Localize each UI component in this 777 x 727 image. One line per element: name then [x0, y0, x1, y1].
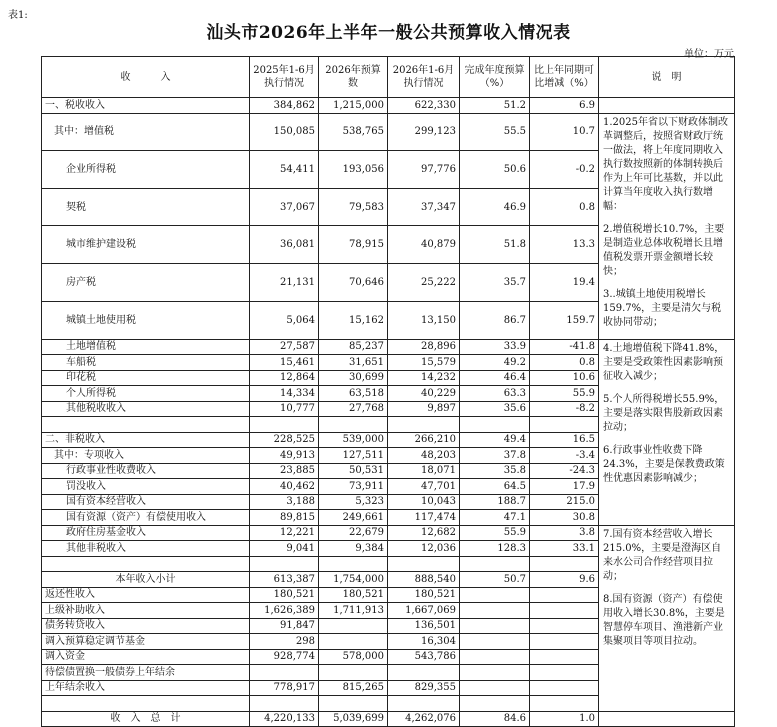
- cell-c3: 79,583: [319, 188, 388, 226]
- table-header-row: [42, 57, 735, 98]
- row-label: 债务转贷收入: [42, 618, 250, 634]
- note-item: 4.土地增值税下降41.8%，主要是受政策性因素影响预征收入减少；: [603, 342, 725, 382]
- cell-c4: 888,540: [388, 572, 460, 588]
- cell-c2: [250, 417, 319, 433]
- cell-c4: 25,222: [388, 264, 460, 302]
- cell-c2: 49,913: [250, 448, 319, 464]
- note-item: 2.增值税增长10.7%，主要是制造业总体收税增长且增值税发票开票金额增长较快；: [603, 223, 725, 277]
- cell-c4: 12,682: [388, 525, 460, 541]
- cell-c3: 1,754,000: [319, 572, 388, 588]
- cell-c6: -41.8: [530, 339, 599, 355]
- cell-c2: 613,387: [250, 572, 319, 588]
- cell-c5: 47.1: [460, 510, 530, 526]
- row-label: 调入预算稳定调节基金: [42, 634, 250, 650]
- cell-c5: 64.5: [460, 479, 530, 495]
- cell-c5: 35.6: [460, 401, 530, 417]
- cell-c5: [460, 618, 530, 634]
- header-2026-budget: 2026年预算数: [319, 57, 388, 98]
- row-label: 返还性收入: [42, 587, 250, 603]
- cell-c4: 9,897: [388, 401, 460, 417]
- table-row: [42, 711, 735, 727]
- cell-c6: 10.6: [530, 370, 599, 386]
- cell-c5: 84.6: [460, 711, 530, 727]
- row-label: 其中：增值税: [42, 113, 250, 151]
- cell-c2: 91,847: [250, 618, 319, 634]
- cell-c4: 48,203: [388, 448, 460, 464]
- row-label: [42, 696, 250, 712]
- cell-c4: [388, 417, 460, 433]
- cell-c5: [460, 665, 530, 681]
- cell-c3: 27,768: [319, 401, 388, 417]
- cell-c3: 73,911: [319, 479, 388, 495]
- cell-c2: 180,521: [250, 587, 319, 603]
- cell-c5: 86.7: [460, 301, 530, 339]
- cell-c3: 30,699: [319, 370, 388, 386]
- cell-c5: 51.8: [460, 226, 530, 264]
- row-label: 房产税: [42, 264, 250, 302]
- row-label: 城镇土地使用税: [42, 301, 250, 339]
- cell-c4: 266,210: [388, 432, 460, 448]
- cell-c4: [388, 556, 460, 572]
- cell-c4: 10,043: [388, 494, 460, 510]
- cell-c6: [530, 618, 599, 634]
- cell-c6: [530, 556, 599, 572]
- cell-c5: 37.8: [460, 448, 530, 464]
- cell-c6: [530, 603, 599, 619]
- cell-c2: 14,334: [250, 386, 319, 402]
- cell-c4: 4,262,076: [388, 711, 460, 727]
- row-label: 印花税: [42, 370, 250, 386]
- cell-c6: 159.7: [530, 301, 599, 339]
- cell-c4: 543,786: [388, 649, 460, 665]
- cell-c6: 13.3: [530, 226, 599, 264]
- cell-c2: [250, 665, 319, 681]
- cell-c3: 538,765: [319, 113, 388, 151]
- cell-c3: [319, 665, 388, 681]
- cell-c3: 180,521: [319, 587, 388, 603]
- notes-cell: [599, 113, 735, 339]
- cell-c4: 12,036: [388, 541, 460, 557]
- cell-c6: [530, 417, 599, 433]
- row-label: 一、税收收入: [42, 98, 250, 114]
- cell-c2: 54,411: [250, 151, 319, 189]
- cell-c6: 17.9: [530, 479, 599, 495]
- cell-c4: 40,229: [388, 386, 460, 402]
- header-completion-rate: 完成年度预算（%）: [460, 57, 530, 98]
- cell-c5: 50.6: [460, 151, 530, 189]
- cell-c3: 85,237: [319, 339, 388, 355]
- cell-c6: 30.8: [530, 510, 599, 526]
- cell-c6: [530, 587, 599, 603]
- cell-c6: [530, 649, 599, 665]
- cell-c2: 928,774: [250, 649, 319, 665]
- table-row: [42, 339, 735, 355]
- budget-table: [41, 56, 735, 727]
- cell-c2: [250, 556, 319, 572]
- cell-c4: 299,123: [388, 113, 460, 151]
- cell-c2: 27,587: [250, 339, 319, 355]
- row-label: 收 入 总 计: [42, 711, 250, 727]
- cell-c2: 12,221: [250, 525, 319, 541]
- cell-c3: 9,384: [319, 541, 388, 557]
- row-label: 车船税: [42, 355, 250, 371]
- cell-c3: 5,323: [319, 494, 388, 510]
- cell-c6: 16.5: [530, 432, 599, 448]
- cell-c3: [319, 696, 388, 712]
- cell-c6: 55.9: [530, 386, 599, 402]
- cell-c5: [460, 680, 530, 696]
- cell-c3: 31,651: [319, 355, 388, 371]
- cell-c6: -3.4: [530, 448, 599, 464]
- cell-c5: 63.3: [460, 386, 530, 402]
- cell-c4: 16,304: [388, 634, 460, 650]
- row-label: 待偿债置换一般债券上年结余: [42, 665, 250, 681]
- cell-c3: 127,511: [319, 448, 388, 464]
- table-tag: 表1:: [8, 10, 28, 21]
- table-row: [42, 525, 735, 541]
- cell-c2: 4,220,133: [250, 711, 319, 727]
- cell-c2: 10,777: [250, 401, 319, 417]
- cell-c5: 50.7: [460, 572, 530, 588]
- note-item: 5.个人所得税增长55.9%，主要是落实限售股新政因素拉动；: [603, 393, 725, 433]
- cell-c6: 9.6: [530, 572, 599, 588]
- cell-c2: 23,885: [250, 463, 319, 479]
- cell-c6: 19.4: [530, 264, 599, 302]
- row-label: 上年结余收入: [42, 680, 250, 696]
- row-label: 其他税收收入: [42, 401, 250, 417]
- cell-c3: 539,000: [319, 432, 388, 448]
- cell-c6: -8.2: [530, 401, 599, 417]
- cell-c4: 180,521: [388, 587, 460, 603]
- cell-c4: 1,667,069: [388, 603, 460, 619]
- row-label: [42, 556, 250, 572]
- cell-c4: 28,896: [388, 339, 460, 355]
- cell-c6: -0.2: [530, 151, 599, 189]
- cell-c6: [530, 696, 599, 712]
- cell-c6: -24.3: [530, 463, 599, 479]
- note-item: 8.国有资源（资产）有偿使用收入增长30.8%，主要是智慧停车项目、渔港新产业集聚项目等项目拉动。: [603, 593, 725, 647]
- notes-cell: [599, 525, 735, 711]
- cell-c2: 40,462: [250, 479, 319, 495]
- cell-c6: 0.8: [530, 188, 599, 226]
- cell-c5: [460, 556, 530, 572]
- row-label: 其他非税收入: [42, 541, 250, 557]
- note-item: 1.2025年省以下财政体制改革调整后，按照省财政厅统一做法，将上年度同期收入执行数按照新的体制转换后作为上年可比基数，并以此计算当年度收入执行数增幅：: [603, 116, 728, 212]
- cell-c5: 55.9: [460, 525, 530, 541]
- cell-c4: 40,879: [388, 226, 460, 264]
- cell-c6: 3.8: [530, 525, 599, 541]
- header-2026-actual: 2026年1-6月执行情况: [388, 57, 460, 98]
- cell-c5: 35.7: [460, 264, 530, 302]
- cell-c4: [388, 665, 460, 681]
- cell-c4: 117,474: [388, 510, 460, 526]
- row-label: 国有资源（资产）有偿使用收入: [42, 510, 250, 526]
- cell-c3: 50,531: [319, 463, 388, 479]
- table-row: [42, 113, 735, 151]
- cell-c4: 14,232: [388, 370, 460, 386]
- header-2025-actual: 2025年1-6月执行情况: [250, 57, 319, 98]
- cell-c5: 46.9: [460, 188, 530, 226]
- cell-c4: 13,150: [388, 301, 460, 339]
- cell-c3: 22,679: [319, 525, 388, 541]
- cell-c5: 51.2: [460, 98, 530, 114]
- cell-c4: 622,330: [388, 98, 460, 114]
- cell-c3: [319, 618, 388, 634]
- cell-c3: 1,215,000: [319, 98, 388, 114]
- cell-c3: 78,915: [319, 226, 388, 264]
- cell-c4: [388, 696, 460, 712]
- cell-c6: [530, 665, 599, 681]
- cell-c3: [319, 556, 388, 572]
- row-label: 调入资金: [42, 649, 250, 665]
- cell-c6: [530, 680, 599, 696]
- cell-c5: 35.8: [460, 463, 530, 479]
- notes-empty: [599, 711, 735, 727]
- row-label: 国有资本经营收入: [42, 494, 250, 510]
- cell-c2: 9,041: [250, 541, 319, 557]
- note-item: 6.行政事业性收费下降24.3%，主要是保教费政策性优惠因素影响减少；: [603, 444, 725, 484]
- cell-c2: 150,085: [250, 113, 319, 151]
- row-label: 其中：专项收入: [42, 448, 250, 464]
- cell-c3: [319, 634, 388, 650]
- cell-c6: 0.8: [530, 355, 599, 371]
- cell-c3: 63,518: [319, 386, 388, 402]
- cell-c3: 5,039,699: [319, 711, 388, 727]
- cell-c2: 37,067: [250, 188, 319, 226]
- cell-c2: 298: [250, 634, 319, 650]
- table-row: [42, 98, 735, 114]
- cell-c5: 55.5: [460, 113, 530, 151]
- cell-c6: 215.0: [530, 494, 599, 510]
- row-label: 企业所得税: [42, 151, 250, 189]
- header-yoy-change: 比上年同期可比增减（%）: [530, 57, 599, 98]
- row-label: 二、非税收入: [42, 432, 250, 448]
- row-label: 罚没收入: [42, 479, 250, 495]
- unit-label: 单位：万元: [684, 49, 734, 60]
- cell-c2: 5,064: [250, 301, 319, 339]
- row-label: 城市维护建设税: [42, 226, 250, 264]
- cell-c2: 21,131: [250, 264, 319, 302]
- cell-c3: 249,661: [319, 510, 388, 526]
- note-item: 7.国有资本经营收入增长215.0%，主要是澄海区自来水公司合作经营项目拉动；: [603, 528, 722, 582]
- cell-c3: 15,162: [319, 301, 388, 339]
- cell-c6: 1.0: [530, 711, 599, 727]
- row-label: 本年收入小计: [42, 572, 250, 588]
- header-notes: 说 明: [599, 57, 735, 98]
- row-label: 契税: [42, 188, 250, 226]
- cell-c3: 193,056: [319, 151, 388, 189]
- cell-c2: 89,815: [250, 510, 319, 526]
- cell-c5: 188.7: [460, 494, 530, 510]
- cell-c5: [460, 603, 530, 619]
- cell-c3: 1,711,913: [319, 603, 388, 619]
- cell-c6: 33.1: [530, 541, 599, 557]
- cell-c4: 829,355: [388, 680, 460, 696]
- cell-c5: [460, 417, 530, 433]
- cell-c2: 3,188: [250, 494, 319, 510]
- row-label: [42, 417, 250, 433]
- cell-c5: [460, 587, 530, 603]
- cell-c3: 815,265: [319, 680, 388, 696]
- header-income: 收 入: [42, 57, 250, 98]
- cell-c3: 70,646: [319, 264, 388, 302]
- notes-empty: [599, 98, 735, 114]
- cell-c4: 97,776: [388, 151, 460, 189]
- cell-c2: 15,461: [250, 355, 319, 371]
- row-label: 上级补助收入: [42, 603, 250, 619]
- row-label: 个人所得税: [42, 386, 250, 402]
- cell-c4: 47,701: [388, 479, 460, 495]
- row-label: 政府住房基金收入: [42, 525, 250, 541]
- cell-c6: 10.7: [530, 113, 599, 151]
- cell-c4: 15,579: [388, 355, 460, 371]
- cell-c3: 578,000: [319, 649, 388, 665]
- cell-c3: [319, 417, 388, 433]
- row-label: 行政事业性收费收入: [42, 463, 250, 479]
- cell-c2: 12,864: [250, 370, 319, 386]
- notes-cell: [599, 339, 735, 525]
- cell-c2: 36,081: [250, 226, 319, 264]
- note-item: 3..城镇土地使用税增长159.7%，主要是清欠与税收协同带动；: [603, 288, 722, 328]
- cell-c5: 49.4: [460, 432, 530, 448]
- cell-c2: 384,862: [250, 98, 319, 114]
- page-title: 汕头市2026年上半年一般公共预算收入情况表: [206, 23, 571, 43]
- cell-c5: 33.9: [460, 339, 530, 355]
- cell-c2: 778,917: [250, 680, 319, 696]
- cell-c4: 18,071: [388, 463, 460, 479]
- cell-c2: 1,626,389: [250, 603, 319, 619]
- row-label: 土地增值税: [42, 339, 250, 355]
- cell-c5: 49.2: [460, 355, 530, 371]
- cell-c2: [250, 696, 319, 712]
- cell-c5: 46.4: [460, 370, 530, 386]
- cell-c5: 128.3: [460, 541, 530, 557]
- cell-c6: 6.9: [530, 98, 599, 114]
- cell-c4: 136,501: [388, 618, 460, 634]
- cell-c6: [530, 634, 599, 650]
- cell-c4: 37,347: [388, 188, 460, 226]
- cell-c5: [460, 649, 530, 665]
- cell-c2: 228,525: [250, 432, 319, 448]
- cell-c5: [460, 696, 530, 712]
- cell-c5: [460, 634, 530, 650]
